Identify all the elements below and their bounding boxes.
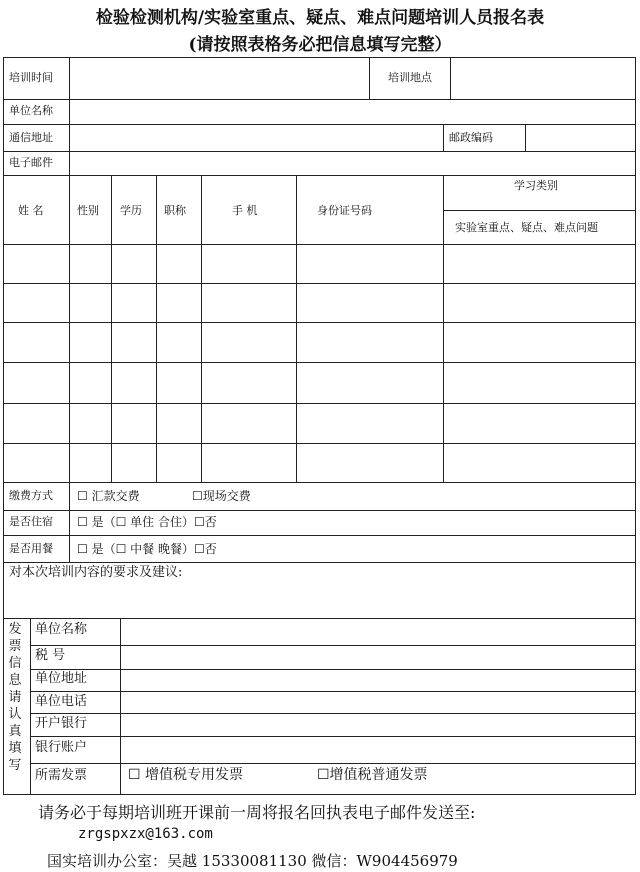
invoice-side-char: 请: [8, 690, 22, 705]
col-line: [69, 175, 70, 482]
payment-onsite-checkbox[interactable]: ☐现场交费: [192, 489, 251, 503]
row-line: [3, 175, 636, 176]
invoice-side-char: 填: [8, 741, 22, 756]
footer-notice: 请务必于每期培训班开课前一周将报名回执表电子邮件发送至:: [38, 803, 476, 822]
col-line: [296, 175, 297, 482]
invoice-unit-name-label: 单位名称: [35, 622, 88, 637]
invoice-side-char: 写: [8, 758, 22, 773]
row-line: [3, 443, 636, 444]
meals-options[interactable]: ☐ 是（☐ 中餐 晚餐）☐否: [77, 542, 217, 556]
vat-special-invoice-checkbox[interactable]: ☐ 增值税专用发票: [128, 767, 244, 783]
unit-name-label: 单位名称: [9, 104, 53, 117]
border-right: [635, 57, 636, 795]
col-line: [120, 618, 121, 795]
col-line: [69, 482, 70, 562]
form-subtitle: (请按照表格务必把信息填写完整）: [188, 35, 452, 55]
invoice-side-char: 真: [8, 724, 22, 739]
row-line: [3, 482, 636, 483]
row-line: [3, 244, 636, 245]
training-time-label: 培训时间: [9, 71, 53, 84]
border-bottom: [3, 794, 636, 795]
invoice-unit-phone-label: 单位电话: [35, 694, 88, 709]
postal-code-label: 邮政编码: [449, 131, 493, 144]
col-line: [443, 124, 444, 151]
footer-contact: 国实培训办公室：吴越 15330081130 微信：W904456979: [47, 852, 458, 870]
col-position: 职称: [164, 204, 186, 217]
row-line: [3, 510, 636, 511]
col-line: [156, 175, 157, 482]
col-id-number: 身份证号码: [317, 204, 372, 217]
border-top: [3, 57, 636, 58]
row-line: [3, 362, 636, 363]
col-topic: 实验室重点、疑点、难点问题: [455, 221, 598, 234]
col-line: [525, 124, 526, 151]
row-line: [3, 283, 636, 284]
row-line: [3, 618, 636, 619]
invoice-unit-address-label: 单位地址: [35, 671, 88, 686]
invoice-side-char: 票: [8, 639, 22, 654]
row-line: [3, 403, 636, 404]
invoice-side-char: 认: [8, 707, 22, 722]
mailing-address-label: 通信地址: [9, 131, 53, 144]
email-label: 电子邮件: [9, 156, 53, 169]
col-line: [443, 175, 444, 482]
form-title: 检验检测机构/实验室重点、疑点、难点问题培训人员报名表: [95, 8, 545, 28]
lodging-label: 是否住宿: [9, 515, 53, 528]
invoice-side-label: [7, 621, 23, 774]
invoice-bank-label: 开户银行: [35, 716, 88, 731]
col-phone: 手 机: [232, 204, 258, 217]
col-name: 姓 名: [18, 204, 44, 217]
row-line: [3, 151, 636, 152]
row-line: [3, 124, 636, 125]
col-study-category: 学习类别: [514, 179, 558, 192]
vat-normal-invoice-checkbox[interactable]: ☐增值税普通发票: [317, 767, 428, 783]
row-line: [443, 210, 636, 211]
invoice-side-char: 息: [8, 673, 22, 688]
payment-label: 缴费方式: [9, 489, 53, 502]
col-gender: 性别: [77, 204, 99, 217]
border-left: [3, 57, 4, 795]
payment-remit-checkbox[interactable]: ☐ 汇款交费: [77, 489, 140, 503]
meals-label: 是否用餐: [9, 542, 53, 555]
suggestions-label: 对本次培训内容的要求及建议:: [9, 565, 183, 580]
lodging-options[interactable]: ☐ 是（☐ 单住 合住）☐否: [77, 515, 217, 529]
col-education: 学历: [120, 204, 142, 217]
footer-email[interactable]: zrgspxzx@163.com: [78, 826, 213, 842]
invoice-tax-id-label: 税 号: [35, 648, 66, 663]
invoice-type-label: 所需发票: [35, 768, 88, 783]
col-line: [450, 57, 451, 99]
col-line: [369, 57, 370, 99]
registration-form: [3, 57, 636, 795]
invoice-bank-account-label: 银行账户: [35, 740, 88, 755]
training-location-label: 培训地点: [388, 71, 432, 84]
col-line: [30, 618, 31, 795]
invoice-side-char: 信: [8, 656, 22, 671]
col-line: [111, 175, 112, 482]
row-line: [3, 322, 636, 323]
row-line: [3, 99, 636, 100]
invoice-side-char: 发: [8, 622, 22, 637]
row-line: [3, 535, 636, 536]
row-line: [3, 562, 636, 563]
col-line: [201, 175, 202, 482]
